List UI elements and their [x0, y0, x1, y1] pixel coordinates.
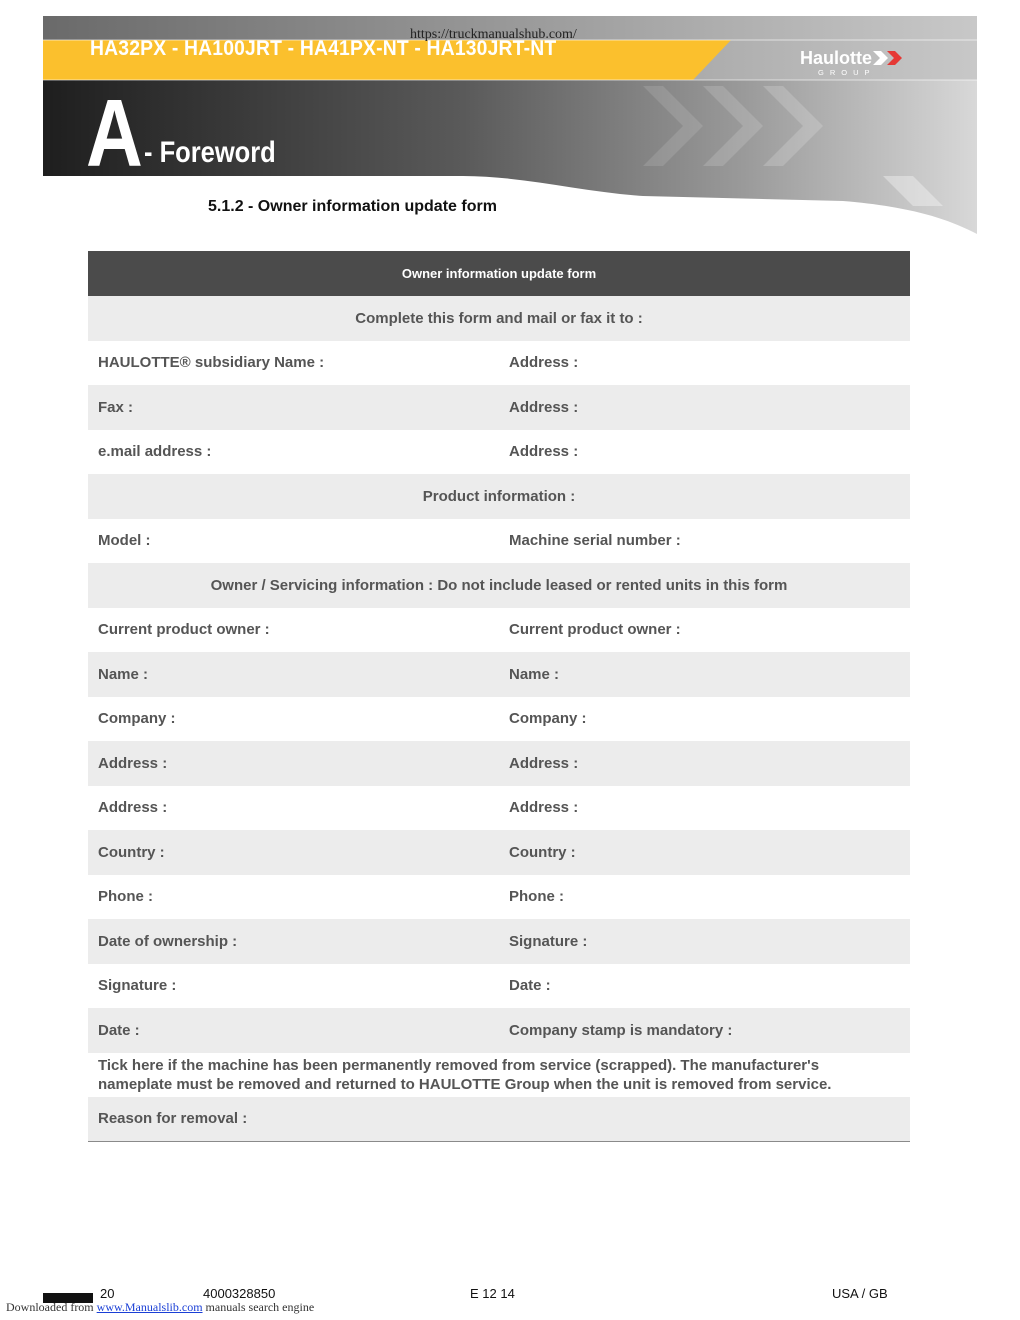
- form-field-right[interactable]: Address :: [509, 799, 579, 817]
- form-field-row: [88, 964, 910, 1009]
- form-rows: [88, 296, 910, 1053]
- form-field-right[interactable]: Date :: [509, 977, 551, 995]
- form-field-left[interactable]: HAULOTTE® subsidiary Name :: [98, 354, 325, 372]
- form-field-right[interactable]: Signature :: [509, 932, 588, 950]
- form-field-row: [88, 741, 910, 786]
- edition: E 12 14: [470, 1286, 515, 1301]
- form-field-row: [88, 341, 910, 386]
- form-field-row: [88, 430, 910, 475]
- form-field-left[interactable]: Address :: [98, 754, 168, 772]
- doc-number: 4000328850: [203, 1286, 276, 1301]
- scrapped-notice-line1: Tick here if the machine has been permanently removed from service (scrapped). The manufacturer's: [98, 1056, 820, 1074]
- logo-chevron-icon: [873, 51, 907, 65]
- form-section-label: Complete this form and mail or fax it to :: [355, 309, 643, 327]
- form-field-row: [88, 697, 910, 742]
- form-field-left[interactable]: Fax :: [98, 398, 134, 416]
- model-title: HA32PX - HA100JRT - HA41PX-NT - HA130JRT-NT: [90, 37, 557, 60]
- form-field-left[interactable]: Company :: [98, 710, 176, 728]
- form-field-row: [88, 519, 910, 564]
- form-field-right[interactable]: Current product owner :: [509, 621, 681, 639]
- haulotte-logo: [800, 48, 910, 78]
- form-field-right[interactable]: Address :: [509, 398, 579, 416]
- owner-info-form: [88, 251, 910, 1142]
- form-field-left[interactable]: Name :: [98, 665, 149, 683]
- region: USA / GB: [832, 1286, 888, 1301]
- form-title: Owner information update form: [88, 251, 910, 296]
- form-field-right[interactable]: Address :: [509, 443, 579, 461]
- form-field-right[interactable]: Country :: [509, 843, 576, 861]
- form-field-right[interactable]: Address :: [509, 354, 579, 372]
- form-field-right[interactable]: Machine serial number :: [509, 532, 681, 550]
- form-field-row: [88, 385, 910, 430]
- scrapped-notice-line2: nameplate must be removed and returned to HAULOTTE Group when the unit is removed from service.: [98, 1075, 832, 1093]
- form-field-row: [88, 786, 910, 831]
- page-number: 20: [100, 1286, 115, 1301]
- logo-wordmark: Haulotte: [800, 48, 872, 68]
- form-field-left[interactable]: Current product owner :: [98, 621, 270, 639]
- form-field-left[interactable]: e.mail address :: [98, 443, 212, 461]
- form-field-left[interactable]: Date of ownership :: [98, 932, 238, 950]
- reason-for-removal-label: Reason for removal :: [98, 1110, 248, 1128]
- form-field-left[interactable]: Signature :: [98, 977, 177, 995]
- form-field-right[interactable]: Company :: [509, 710, 587, 728]
- form-field-left[interactable]: Country :: [98, 843, 165, 861]
- form-section-row: [88, 296, 910, 341]
- chapter-name: - Foreword: [144, 136, 276, 169]
- scrapped-notice[interactable]: [88, 1053, 910, 1097]
- form-field-right[interactable]: Phone :: [509, 888, 564, 906]
- form-field-row: [88, 875, 910, 920]
- watermark-url[interactable]: https://truckmanualshub.com/: [410, 27, 577, 42]
- form-section-label: Product information :: [422, 487, 576, 505]
- download-prefix: Downloaded from: [6, 1300, 94, 1314]
- form-field-left[interactable]: Model :: [98, 532, 151, 550]
- form-field-left[interactable]: Address :: [98, 799, 168, 817]
- form-section-row: [88, 563, 910, 608]
- form-field-row: [88, 830, 910, 875]
- form-field-row: [88, 652, 910, 697]
- form-section-label: Owner / Servicing information : Do not include leased or rented units in this form: [210, 576, 788, 594]
- form-field-right[interactable]: Company stamp is mandatory :: [509, 1021, 733, 1039]
- form-field-row: [88, 1008, 910, 1053]
- manualslib-link[interactable]: www.Manualslib.com: [96, 1300, 203, 1314]
- form-field-left[interactable]: Phone :: [98, 888, 153, 906]
- reason-for-removal-field[interactable]: [88, 1097, 910, 1142]
- section-heading: 5.1.2 - Owner information update form: [208, 198, 497, 215]
- form-field-row: [88, 608, 910, 653]
- logo-group-text: GROUP: [818, 68, 876, 77]
- form-field-right[interactable]: Address :: [509, 754, 579, 772]
- download-line: [6, 1300, 314, 1315]
- form-section-row: [88, 474, 910, 519]
- download-suffix: manuals search engine: [205, 1300, 315, 1314]
- chapter-letter: A: [86, 80, 143, 187]
- form-field-right[interactable]: Name :: [509, 665, 560, 683]
- form-field-left[interactable]: Date :: [98, 1021, 140, 1039]
- form-field-row: [88, 919, 910, 964]
